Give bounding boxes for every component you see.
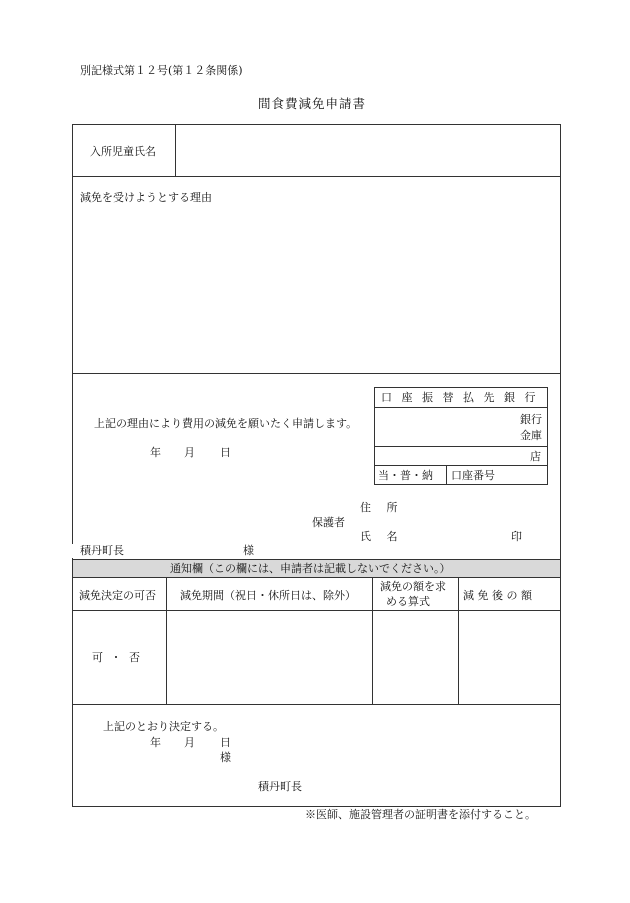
divider [166, 577, 167, 704]
divider [374, 465, 548, 466]
child-name-label: 入所児童氏名 [90, 145, 156, 158]
address-label: 住 所 [360, 501, 404, 514]
divider [175, 124, 176, 176]
notice-header: 通知欄（この欄には、申請者は記載しないでください。） [170, 562, 451, 575]
guardian-label: 保護者 [312, 516, 345, 529]
vault-label: 金庫 [520, 429, 542, 442]
decision-date-month: 月 [184, 736, 195, 749]
divider [372, 577, 373, 704]
form-number: 別記様式第１２号(第１２条関係) [80, 64, 243, 77]
account-type[interactable]: 当・普・納 [378, 469, 433, 482]
signer: 積丹町長 [258, 780, 302, 793]
bank-label: 銀行 [520, 413, 542, 426]
divider [72, 610, 561, 611]
branch-label: 店 [530, 450, 541, 463]
divider [374, 407, 548, 408]
col-formula-line2: める算式 [386, 595, 430, 608]
page-title: 間食費減免申請書 [258, 96, 367, 111]
addressee: 積丹町長 [80, 544, 124, 557]
date-day: 日 [220, 446, 231, 459]
reason-field[interactable] [80, 210, 554, 368]
account-number-label: 口座番号 [451, 469, 495, 482]
reason-label: 減免を受けようとする理由 [80, 191, 212, 204]
divider [72, 704, 561, 705]
decided-text: 上記のとおり決定する。 [103, 720, 224, 733]
bank-box-title: 口 座 振 替 払 先 銀 行 [381, 391, 539, 404]
divider [446, 465, 447, 485]
decision-options: 可 ・ 否 [92, 651, 140, 664]
divider [458, 577, 459, 704]
date-month: 月 [184, 446, 195, 459]
col-after-amount: 減 免 後 の 額 [463, 589, 532, 602]
request-text: 上記の理由により費用の減免を願いたく申請します。 [94, 417, 358, 430]
divider [72, 176, 561, 177]
name-label: 氏 名 [360, 530, 404, 543]
decision-honorific: 様 [220, 751, 231, 764]
decision-date-day: 日 [220, 736, 231, 749]
formula-field[interactable] [376, 614, 454, 700]
col-decision: 減免決定の可否 [79, 589, 156, 602]
after-amount-field[interactable] [462, 614, 557, 700]
col-period: 減免期間（祝日・休所日は、除外） [180, 589, 356, 602]
footer-note: ※医師、施設管理者の証明書を添付すること。 [305, 808, 536, 821]
addressee-honorific: 様 [243, 544, 254, 557]
divider [72, 373, 561, 374]
child-name-field[interactable] [180, 130, 555, 170]
col-formula-line1: 減免の額を求 [380, 580, 446, 593]
divider [374, 446, 548, 447]
decision-date-year: 年 [150, 736, 161, 749]
divider [72, 577, 561, 578]
period-field[interactable] [170, 614, 368, 700]
date-year: 年 [150, 446, 161, 459]
seal-label: 印 [511, 530, 522, 543]
